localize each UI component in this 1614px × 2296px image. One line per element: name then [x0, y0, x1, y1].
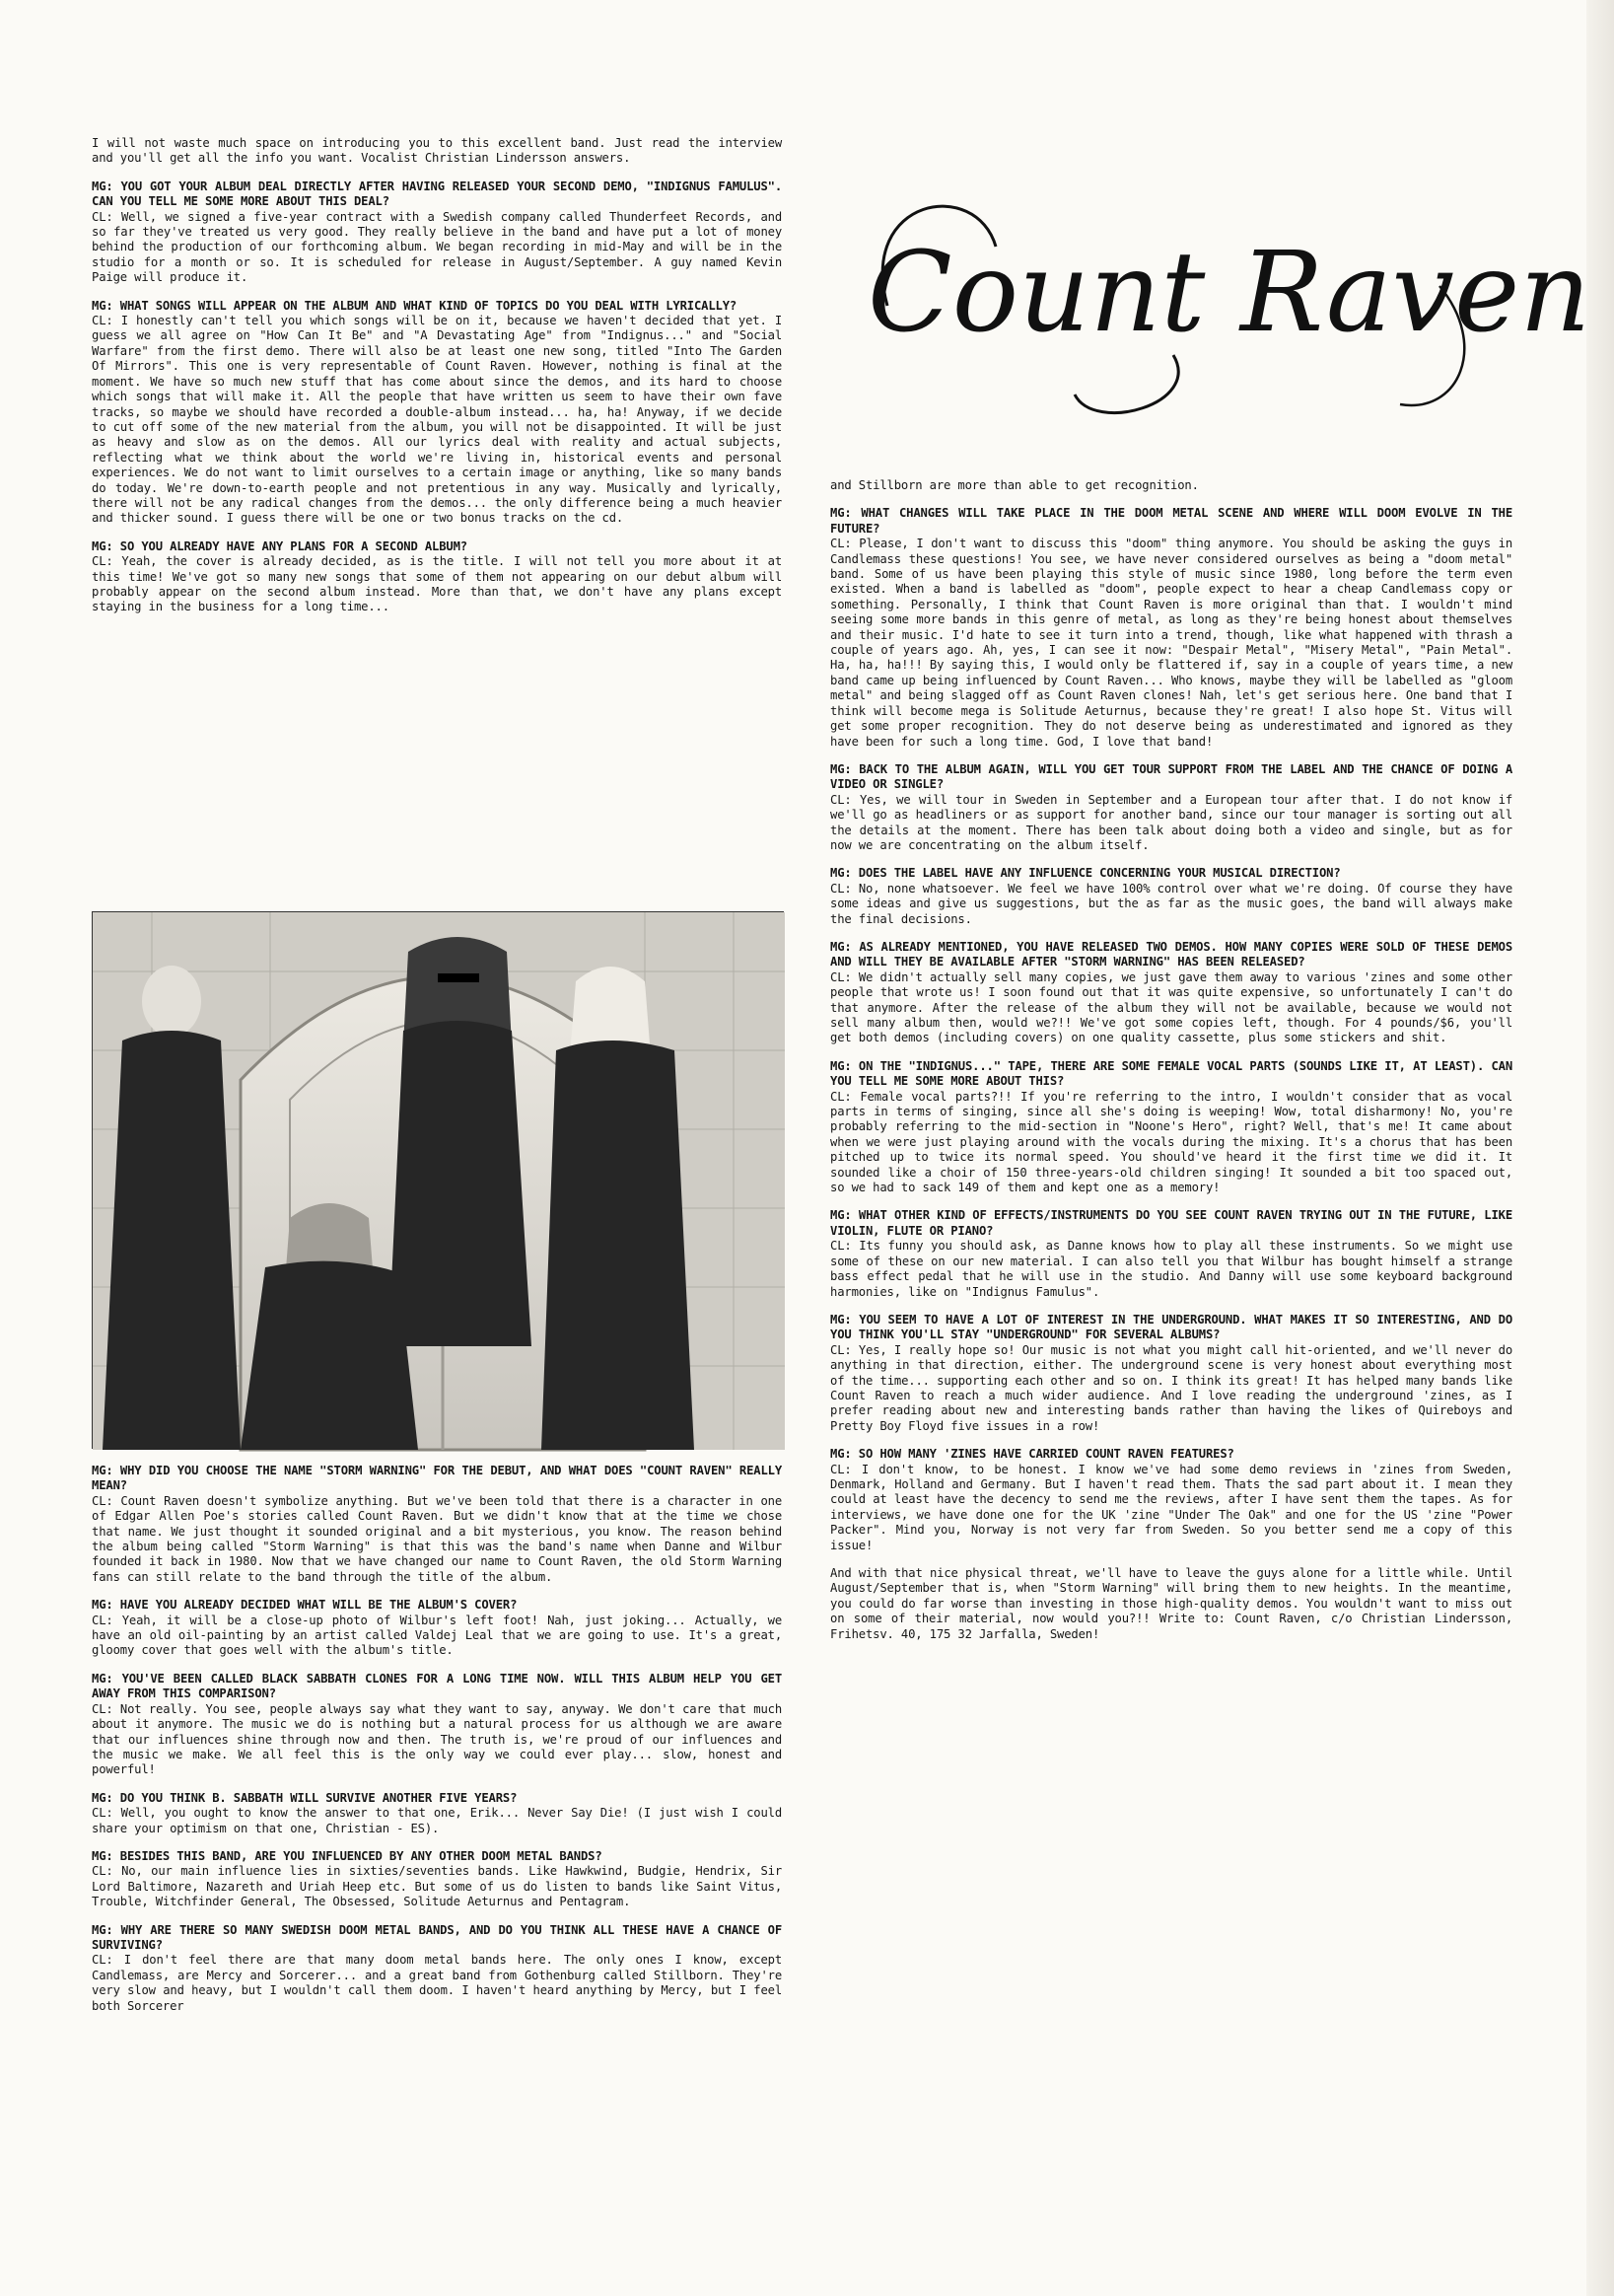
- qa-block: [830, 506, 1512, 750]
- qa-block: [92, 1791, 782, 1836]
- qa-block: [830, 940, 1512, 1046]
- answer: CL: Its funny you should ask, as Danne knows how to play all these instruments. So we might use some of these on our new material. I can also tell you that Wilbur has bought himself a strange bass effect pedal that he will use in the studio. And Danny will use some keyboard background harmonies, like on "Indignus Famulus".: [830, 1239, 1512, 1299]
- qa-block: [92, 1923, 782, 2014]
- answer: CL: We didn't actually sell many copies, we just gave them away to various 'zines and some other people that wrote us! I soon found out that it was quite expensive, so unfortunately I can't do that anymore. After the release of the album they will not be available, because we would not sell many album then, would we?!! We've got some copies left, though. For 4 pounds/$6, you'll get both demos (including covers) on one quality cassette, plus some stickers and shit.: [830, 969, 1512, 1045]
- question: MG: YOU'VE BEEN CALLED BLACK SABBATH CLONES FOR A LONG TIME NOW. WILL THIS ALBUM HELP YOU GET AWAY FROM THIS COMPARISON?: [92, 1671, 782, 1701]
- question: MG: BESIDES THIS BAND, ARE YOU INFLUENCED BY ANY OTHER DOOM METAL BANDS?: [92, 1848, 602, 1863]
- answer: CL: No, our main influence lies in sixties/seventies bands. Like Hawkwind, Budgie, Hendrix, Sir Lord Baltimore, Nazareth and Uriah Heep etc. But some of us do listen to bands like Saint Vitus, Trouble, Witchfinder General, The Obsessed, Solitude Aeturnus and Pentagram.: [92, 1864, 782, 1909]
- band-photo: [92, 911, 784, 1449]
- answer: CL: Yes, I really hope so! Our music is not what you might call hit-oriented, and we'll never do anything in that direction, either. The underground scene is very honest about everything most of the time... supporting each other and so on. I think its great! It has helped many bands like Count Raven to reach a much wider audience. And I love reading the underground 'zines, as I prefer reading about new and interesting bands rather than having the likes of Quireboys and Pretty Boy Floyd five issues in a row!: [830, 1342, 1512, 1433]
- answer: CL: Count Raven doesn't symbolize anything. But we've been told that there is a character in one of Edgar Allen Poe's stories called Count Raven. But we didn't know that at the time we chose that name. We just thought it sounded original and a bit mysterious, you know. The reason behind the album being called "Storm Warning" is that this was the band's name when Danne and Wilbur founded it back in 1980. Now that we have changed our name to Count Raven, the old Storm Warning fans can still relate to the band through the title of the album.: [92, 1493, 782, 1584]
- continued-text: and Stillborn are more than able to get recognition.: [830, 478, 1199, 492]
- qa-block: [92, 539, 782, 615]
- question: MG: BACK TO THE ALBUM AGAIN, WILL YOU GET TOUR SUPPORT FROM THE LABEL AND THE CHANCE OF DOING A VIDEO OR SINGLE?: [830, 761, 1512, 792]
- answer: CL: No, none whatsoever. We feel we have 100% control over what we're doing. Of course they have some ideas and give us suggestions, but the as far as the music goes, the band will always make the final decisions.: [830, 881, 1512, 926]
- qa-block: [830, 1447, 1512, 1553]
- intro-paragraph: I will not waste much space on introducing you to this excellent band. Just read the interview and you'll get all the info you want. Vocalist Christian Lindersson answers.: [92, 136, 782, 166]
- answer: CL: Female vocal parts?!! If you're referring to the intro, I wouldn't consider that as vocal parts in terms of singing, since all she's doing is weeping! Wow, total disharmony! No, you're probably referring to the mid-section in "Noone's Hero", right? Well, that's me! It came about when we were just playing around with the vocals during the mixing. It's a chorus that has been pitched up to twice its normal speed. You should've heard it the first time we did it. It sounded like a choir of 150 three-years-old children singing! It sounded a bit too spaced out, so we had to sack 149 of them and kept one as a memory!: [830, 1089, 1512, 1195]
- question: MG: SO HOW MANY 'ZINES HAVE CARRIED COUNT RAVEN FEATURES?: [830, 1447, 1234, 1462]
- question: MG: SO YOU ALREADY HAVE ANY PLANS FOR A SECOND ALBUM?: [92, 538, 467, 553]
- answer: CL: Yeah, the cover is already decided, as is the title. I will not tell you more about it at this time! We've got so many new songs that some of them not appearing on our debut album will probably appear on the second album instead. More than that, we don't have any plans except staying in the business for a long time...: [92, 554, 782, 614]
- answer: CL: Yes, we will tour in Sweden in September and a European tour after that. I do not know if we'll go as headliners or as support for another band, since our tour manager is sorting out all the details at the moment. There has been talk about doing both a video and single, but as for now we are concentrating on the album itself.: [830, 792, 1512, 852]
- question: MG: YOU GOT YOUR ALBUM DEAL DIRECTLY AFTER HAVING RELEASED YOUR SECOND DEMO, "INDIGNUS FAMULUS". CAN YOU TELL ME SOME MORE ABOUT THIS DEAL?: [92, 179, 782, 209]
- qa-block: [92, 1672, 782, 1778]
- left-column-top: [92, 136, 782, 628]
- left-column-bottom: [92, 1464, 782, 2027]
- question: MG: HAVE YOU ALREADY DECIDED WHAT WILL BE THE ALBUM'S COVER?: [92, 1598, 518, 1613]
- right-column: [830, 478, 1512, 1655]
- qa-block: [92, 1849, 782, 1910]
- question: MG: WHAT OTHER KIND OF EFFECTS/INSTRUMENTS DO YOU SEE COUNT RAVEN TRYING OUT IN THE FUTURE, LIKE VIOLIN, FLUTE OR PIANO?: [830, 1208, 1512, 1238]
- qa-block: [830, 762, 1512, 853]
- outro-paragraph: And with that nice physical threat, we'll have to leave the guys alone for a little while. Until August/September that is, when "Storm Warning" will bring them to new heights. In the meantime, you could do far worse than investing in those high-quality demos. You wouldn't want to miss out on some of their material, now would you?!! Write to: Count Raven, c/o Christian Lindersson, Frihetsv. 40, 175 32 Jarfalla, Sweden!: [830, 1566, 1512, 1641]
- question: MG: DOES THE LABEL HAVE ANY INFLUENCE CONCERNING YOUR MUSICAL DIRECTION?: [830, 866, 1341, 881]
- qa-block: [92, 1598, 782, 1659]
- band-photo-image: [93, 912, 785, 1450]
- question: MG: WHAT SONGS WILL APPEAR ON THE ALBUM AND WHAT KIND OF TOPICS DO YOU DEAL WITH LYRICALLY?: [92, 298, 737, 313]
- qa-block: [830, 1059, 1512, 1196]
- qa-block: [830, 866, 1512, 927]
- answer: CL: Not really. You see, people always say what they want to say, anyway. We don't care that much about it anymore. The music we do is nothing but a natural process for us although we are aware that our influences shine through now and then. The truth is, we're proud of our influences and the music we make. We all feel this is the only way we could ever play... slow, honest and powerful!: [92, 1701, 782, 1777]
- qa-block: [92, 1464, 782, 1585]
- answer: CL: Well, you ought to know the answer to that one, Erik... Never Say Die! (I just wish I could share your optimism on that one, Christian - ES).: [92, 1806, 782, 1835]
- question: MG: DO YOU THINK B. SABBATH WILL SURVIVE ANOTHER FIVE YEARS?: [92, 1790, 518, 1805]
- answer: CL: Well, we signed a five-year contract with a Swedish company called Thunderfeet Records, and so far they've treated us very good. They really believe in the band and have put a lot of money behind the production of our forthcoming album. We began recording in mid-May and will be in the studio for a month or so. It is scheduled for release in August/September. A guy named Kevin Paige will produce it.: [92, 209, 782, 285]
- qa-block: [92, 299, 782, 527]
- answer: CL: I honestly can't tell you which songs will be on it, because we haven't decided that yet. I guess we all agree on "How Can It Be" and "A Devastating Age" from "Indignus..." and "Social Warfare" from the first demo. There will also be at least one new song, titled "Into The Garden Of Mirrors". This one is very representable of Count Raven. However, nothing is final at the moment. We have so much new stuff that has come about since the demos, and its hard to choose which songs that will make it. All the people that have written us seem to have their own fave tracks, so maybe we should have recorded a double-album instead... ha, ha! Anyway, if we decide to cut off some of the new material from the album, you will not be disappointed. It will be just as heavy and slow as on the demos. All our lyrics deal with reality and actual subjects, reflecting what we think about the world we're living in, historical events and personal experiences. We do not want to limit ourselves to a certain image or anything, like so many bands do today. We're down-to-earth people and not pretentious in any way. Musically and lyrically, there will not be any radical changes from the demos... the only difference being a much heavier and thicker sound. I guess there will be one or two bonus tracks on the cd.: [92, 314, 782, 526]
- question: MG: WHY DID YOU CHOOSE THE NAME "STORM WARNING" FOR THE DEBUT, AND WHAT DOES "COUNT RAVEN" REALLY MEAN?: [92, 1464, 782, 1493]
- question: MG: ON THE "INDIGNUS..." TAPE, THERE ARE SOME FEMALE VOCAL PARTS (SOUNDS LIKE IT, AT LEAST). CAN YOU TELL ME SOME MORE ABOUT THIS?: [830, 1058, 1512, 1089]
- qa-block: [92, 179, 782, 286]
- question: MG: YOU SEEM TO HAVE A LOT OF INTEREST IN THE UNDERGROUND. WHAT MAKES IT SO INTERESTING, AND DO YOU THINK YOU'LL STAY "UNDERGROUND" FOR SEVERAL ALBUMS?: [830, 1312, 1512, 1342]
- question: MG: WHY ARE THERE SO MANY SWEDISH DOOM METAL BANDS, AND DO YOU THINK ALL THESE HAVE A CHANCE OF SURVIVING?: [92, 1922, 782, 1952]
- answer: CL: Yeah, it will be a close-up photo of Wilbur's left foot! Nah, just joking... Actually, we have an old oil-painting by an artist called Valdej Leal that we are going to use. It's a great, gloomy cover that goes well with the album's title.: [92, 1613, 782, 1658]
- count-raven-logo: [848, 158, 1591, 444]
- logo-text: Count Raven: [868, 229, 1591, 357]
- answer: CL: I don't know, to be honest. I know we've had some demo reviews in 'zines from Sweden, Denmark, Holland and Germany. But I haven't read them. Thats the sad part about it. I mean they could at least have the decency to send me the reviews, after I have sent them the tapes. As for interviews, we have done one for the UK 'zine "Under The Oak" and one for the US 'zine "Power Packer". Mind you, Norway is not very far from Sweden. So you better send me a copy of this issue!: [830, 1462, 1512, 1552]
- question: MG: WHAT CHANGES WILL TAKE PLACE IN THE DOOM METAL SCENE AND WHERE WILL DOOM EVOLVE IN THE FUTURE?: [830, 506, 1512, 536]
- answer: CL: Please, I don't want to discuss this "doom" thing anymore. You should be asking the guys in Candlemass these questions! You see, we have never considered ourselves as being a "doom metal" band. Some of us have been playing this style of music since 1980, long before the term even existed. When a band is labelled as "doom", people expect to hear a cheap Candlemass copy or something. Personally, I think that Count Raven is more original than that. I wouldn't mind seeing some more bands in this genre of metal, as long as they're being honest about themselves and their music. I'd hate to see it turn into a trend, though, like what happened with thrash a couple of years ago. Ah, yes, I can see it now: "Despair Metal", "Misery Metal", "Pain Metal". Ha, ha, ha!!! By saying this, I would only be flattered if, say in a couple of years time, a new band came up being influenced by Count Raven... Who knows, maybe they will be labelled as "gloom metal" and being slagged off as Count Raven clones! Nah, let's get serious here. One band that I think will become mega is Solitude Aeturnus, because they're great! I also hope St. Vitus will get some proper recognition. They do not deserve being as underestimated and ignored as they have been for such a long time. God, I love that band!: [830, 537, 1512, 749]
- qa-block: [830, 1313, 1512, 1434]
- answer: CL: I don't feel there are that many doom metal bands here. The only ones I know, except Candlemass, are Mercy and Sorcerer... and a great band from Gothenburg called Stillborn. They're very slow and heavy, but I wouldn't call them doom. I haven't heard anything by Mercy, but I feel both Sorcerer: [92, 1953, 782, 2013]
- question: MG: AS ALREADY MENTIONED, YOU HAVE RELEASED TWO DEMOS. HOW MANY COPIES WERE SOLD OF THESE DEMOS AND WILL THEY BE AVAILABLE AFTER "STORM WARNING" HAS BEEN RELEASED?: [830, 939, 1512, 969]
- qa-block: [830, 1208, 1512, 1299]
